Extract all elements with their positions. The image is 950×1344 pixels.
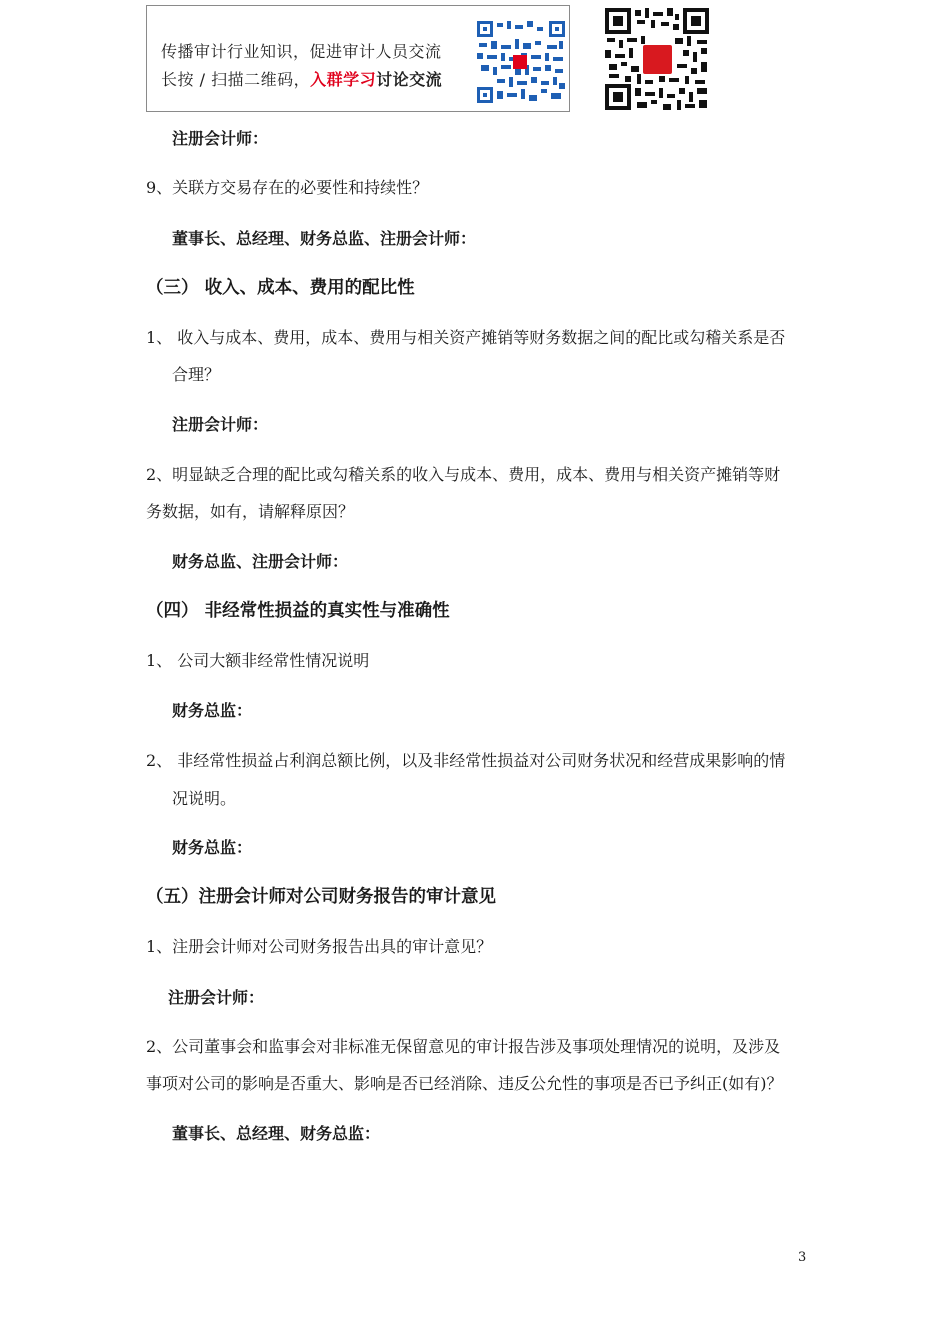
question-text-continued: 务数据，如有，请解释原因？ bbox=[146, 502, 355, 521]
question-text-continued: 况说明。 bbox=[172, 789, 237, 808]
question-text: 1、 收入与成本、费用，成本、费用与相关资产摊销等财务数据之间的配比或勾稽关系是否 bbox=[146, 328, 786, 347]
question-text: 2、 非经常性损益占利润总额比例，以及非经常性损益对公司财务状况和经营成果影响的情 bbox=[146, 751, 786, 770]
respondent-label: 财务总监： bbox=[172, 701, 253, 720]
question-text: 9、关联方交易存在的必要性和持续性？ bbox=[146, 178, 429, 197]
question-text: 1、 公司大额非经常性情况说明 bbox=[146, 651, 370, 670]
banner-line-1: 传播审计行业知识，促进审计人员交流 bbox=[161, 42, 442, 61]
respondent-label: 财务总监： bbox=[172, 838, 253, 857]
respondent-label: 董事长、总经理、财务总监： bbox=[172, 1124, 381, 1143]
page-number: 3 bbox=[798, 1250, 807, 1265]
question-text: 2、公司董事会和监事会对非标准无保留意见的审计报告涉及事项处理情况的说明，及涉及 bbox=[146, 1037, 781, 1056]
banner-highlight: 入群学习 bbox=[310, 70, 377, 89]
question-text: 2、明显缺乏合理的配比或勾稽关系的收入与成本、费用，成本、费用与相关资产摊销等财 bbox=[146, 465, 781, 484]
respondent-label: 注册会计师： bbox=[172, 129, 269, 148]
respondent-label: 董事长、总经理、财务总监、注册会计师： bbox=[172, 229, 477, 248]
respondent-label: 财务总监、注册会计师： bbox=[172, 552, 349, 571]
respondent-label: 注册会计师： bbox=[172, 415, 269, 434]
question-text-continued: 事项对公司的影响是否重大、影响是否已经消除、违反公允性的事项是否已予纠正(如有)？ bbox=[146, 1074, 783, 1093]
question-text: 1、注册会计师对公司财务报告出具的审计意见？ bbox=[146, 937, 493, 956]
respondent-label: 注册会计师： bbox=[168, 988, 265, 1007]
section-heading: （五）注册会计师对公司财务报告的审计意见 bbox=[146, 887, 496, 907]
section-heading: （四） 非经常性损益的真实性与准确性 bbox=[146, 601, 450, 621]
qr-code-icon[interactable] bbox=[475, 19, 567, 105]
promo-banner bbox=[146, 5, 570, 112]
section-heading: （三） 收入、成本、费用的配比性 bbox=[146, 278, 415, 298]
qr-logo-badge bbox=[643, 45, 672, 74]
banner-line-2-prefix: 长按 / 扫描二维码， bbox=[161, 70, 311, 89]
banner-line-2-suffix: 讨论交流 bbox=[376, 70, 443, 89]
banner-line-2 bbox=[161, 67, 442, 90]
question-text-continued: 合理？ bbox=[172, 365, 221, 384]
